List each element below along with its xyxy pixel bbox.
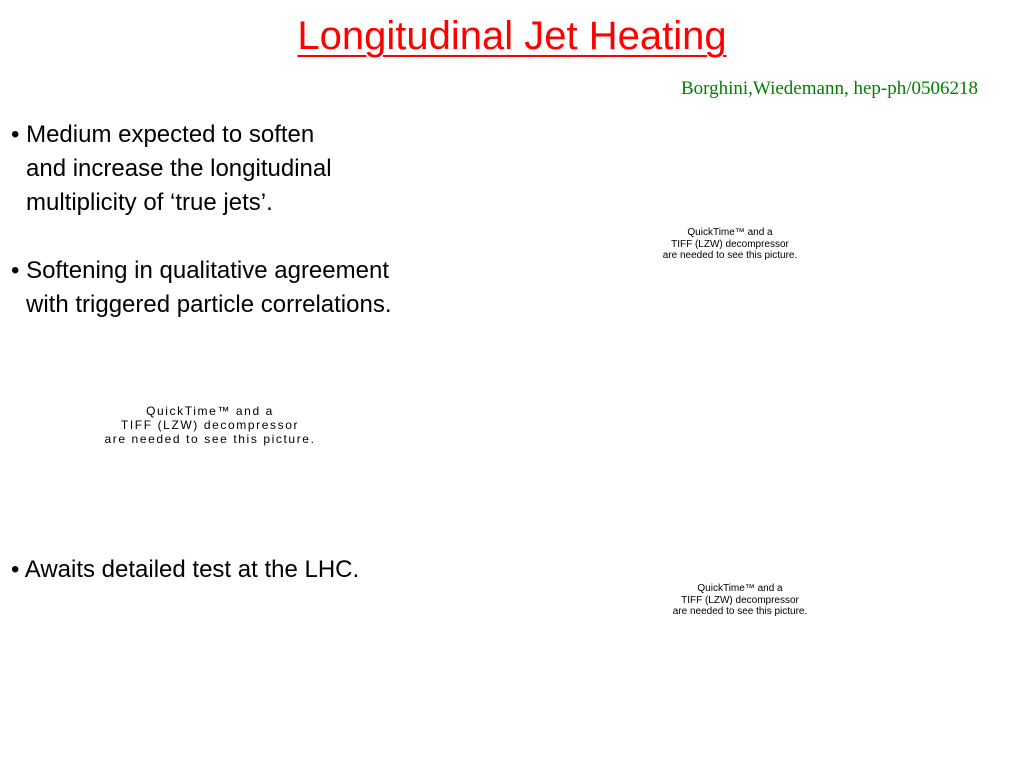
image-placeholder-bottom-right <box>640 583 840 618</box>
placeholder-text-line: QuickTime™ and a <box>146 404 274 418</box>
bullet-point-soften <box>11 118 332 220</box>
citation-reference: Borghini,Wiedemann, hep-ph/0506218 <box>680 78 978 99</box>
bullet-text-line: multiplicity of ‘true jets’. <box>26 189 273 216</box>
placeholder-text-line: TIFF (LZW) decompressor <box>671 238 789 250</box>
bullet-text-line: Medium expected to soften <box>26 121 315 148</box>
bullet-text-line: with triggered particle correlations. <box>26 291 392 318</box>
placeholder-text-line: QuickTime™ and a <box>687 227 773 238</box>
image-placeholder-top-right <box>630 227 830 262</box>
bullet-text-line: Softening in qualitative agreement <box>26 257 389 284</box>
bullet-text-line: and increase the longitudinal <box>26 155 332 182</box>
bullet-marker: • <box>11 121 20 148</box>
image-placeholder-left <box>60 404 360 446</box>
placeholder-text-line: TIFF (LZW) decompressor <box>120 418 300 432</box>
bullet-marker: • <box>11 257 20 284</box>
bullet-marker: • <box>11 556 20 583</box>
placeholder-text-line: QuickTime™ and a <box>697 583 783 594</box>
bullet-text-line: Awaits detailed test at the LHC. <box>24 556 360 583</box>
slide-title: Longitudinal Jet Heating <box>297 14 727 58</box>
placeholder-text-line: are needed to see this picture. <box>662 250 798 261</box>
bullet-point-softening <box>11 254 392 322</box>
placeholder-text-line: are needed to see this picture. <box>104 432 316 446</box>
placeholder-text-line: TIFF (LZW) decompressor <box>681 594 799 606</box>
bullet-point-lhc <box>11 553 359 587</box>
placeholder-text-line: are needed to see this picture. <box>672 606 808 617</box>
